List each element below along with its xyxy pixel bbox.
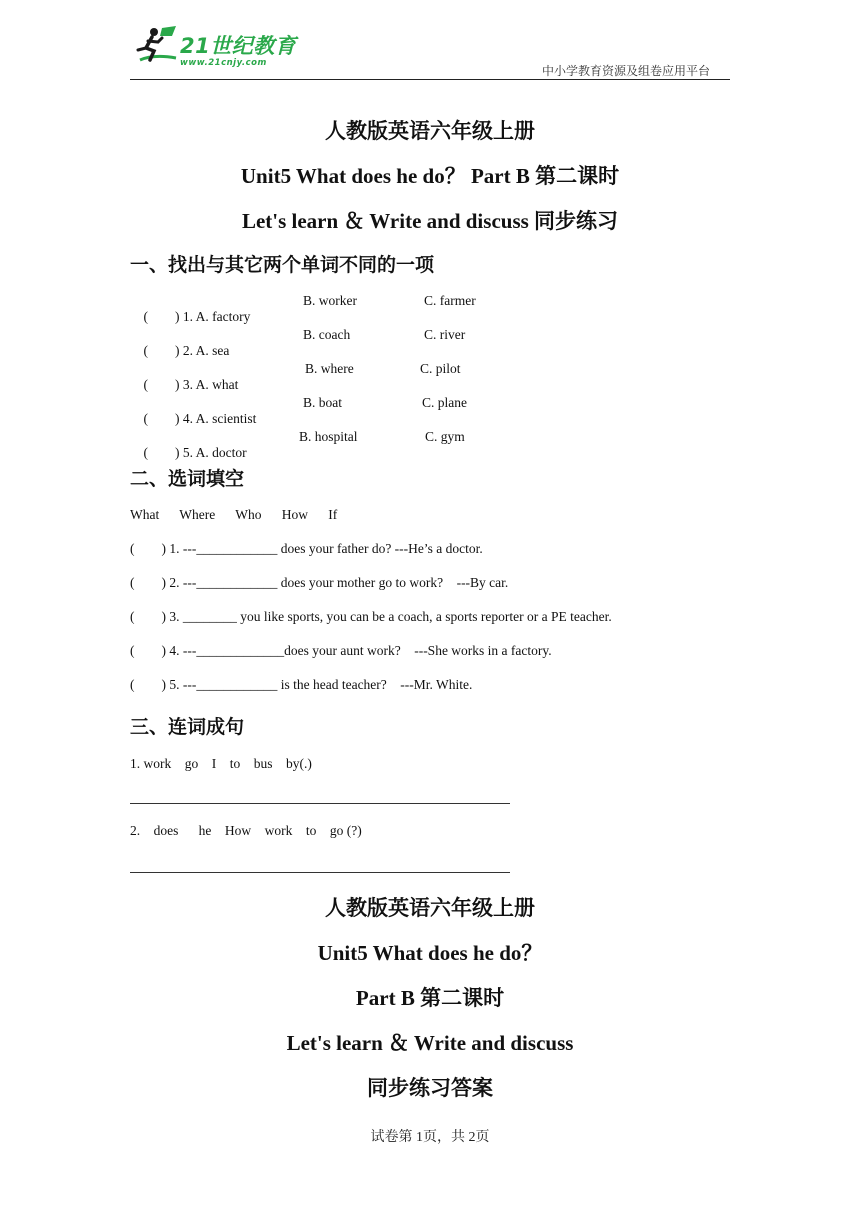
site-logo (132, 24, 302, 70)
sentence-words: 1. work go I to bus by(.) (130, 756, 312, 771)
fill-blank-question: ( ) 4. ---_____________does your aunt work? ---She works in a factory. (130, 643, 552, 658)
option-b: B. worker (303, 293, 357, 308)
answer-line (130, 872, 510, 873)
option-c: C. river (424, 327, 466, 342)
answers-title-part: Part B 第二课时 (355, 986, 505, 1010)
option-c: C. plane (422, 395, 467, 410)
fill-blank-question: ( ) 3. ________ you like sports, you can be a coach, a sports reporter or a PE teacher. (130, 609, 612, 624)
option-c: C. pilot (420, 361, 461, 376)
question-prefix: ( ) 1. A. factory (143, 309, 251, 324)
question-prefix: ( ) 4. A. scientist (143, 411, 257, 426)
question-prefix: ( ) 5. A. doctor (143, 445, 247, 460)
title-unit: Unit5 What does he do？ Part B 第二课时 (240, 164, 620, 188)
answer-line (130, 803, 510, 804)
title-grade: 人教版英语六年级上册 (325, 119, 535, 143)
logo-url-text: www.21cnjy.com (180, 58, 267, 68)
question-prefix: ( ) 3. A. what (143, 377, 239, 392)
question-prefix: ( ) 2. A. sea (143, 343, 230, 358)
option-c: C. farmer (424, 293, 476, 308)
page-footer: 试卷第 1页，共 2页 (370, 1130, 490, 1145)
option-c: C. gym (425, 429, 465, 444)
section-3-heading: 三、连词成句 (130, 717, 245, 738)
platform-name: 中小学教育资源及组卷应用平台 (541, 64, 710, 78)
answers-title-lesson: Let's learn ＆ Write and discuss (286, 1031, 574, 1055)
section-1-heading: 一、找出与其它两个单词不同的一项 (130, 255, 435, 276)
fill-blank-question: ( ) 1. ---____________ does your father do? ---He’s a doctor. (130, 541, 483, 556)
option-b: B. boat (303, 395, 342, 410)
runner-logo-icon (132, 24, 182, 70)
section-2-heading: 二、选词填空 (130, 469, 245, 490)
answers-title-grade: 人教版英语六年级上册 (325, 896, 535, 920)
fill-blank-question: ( ) 5. ---____________ is the head teacher? ---Mr. White. (130, 677, 473, 692)
header-divider (130, 79, 730, 80)
fill-blank-question: ( ) 2. ---____________ does your mother go to work? ---By car. (130, 575, 509, 590)
option-b: B. where (305, 361, 354, 376)
option-b: B. coach (303, 327, 351, 342)
answers-title-unit: Unit5 What does he do？ (317, 941, 543, 965)
logo-brand-text: 21世纪教育 (180, 34, 297, 58)
option-b: B. hospital (299, 429, 358, 444)
title-lesson: Let's learn ＆ Write and discuss 同步练习 (241, 209, 619, 233)
sentence-words: 2. does he How work to go (?) (130, 823, 362, 838)
word-bank: What Where Who How If (130, 507, 338, 522)
answers-title-key: 同步练习答案 (367, 1076, 493, 1100)
